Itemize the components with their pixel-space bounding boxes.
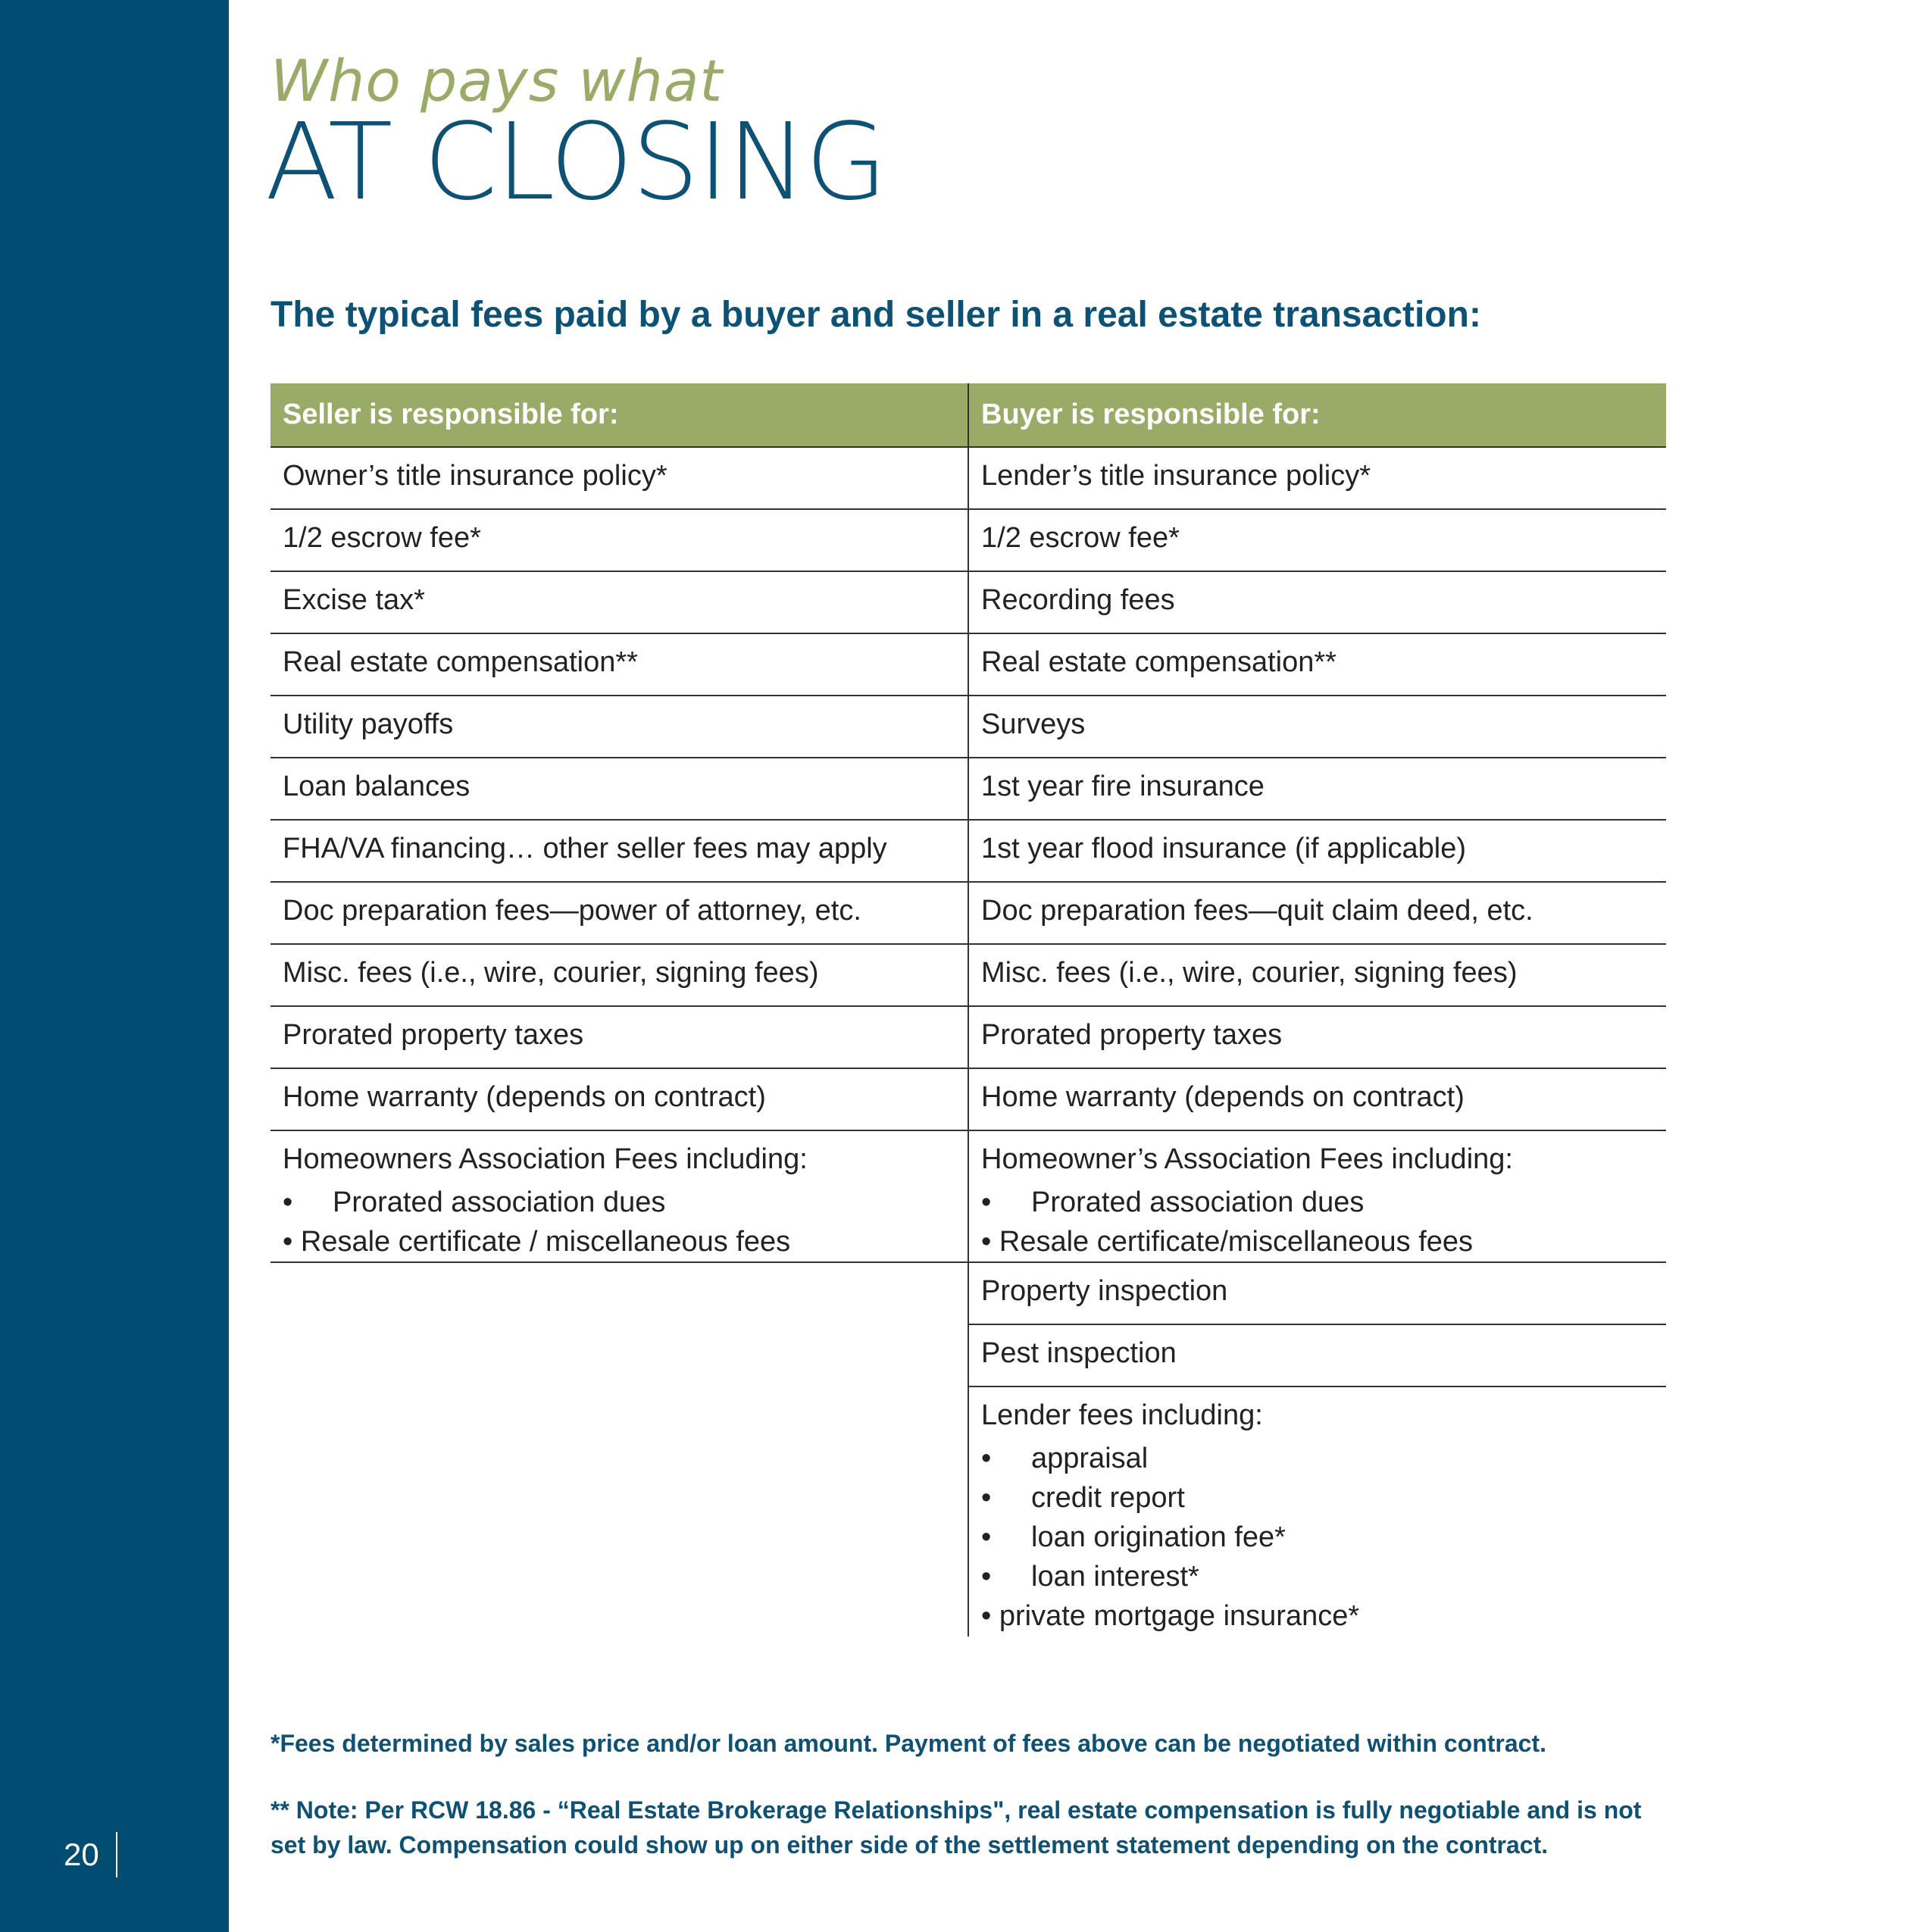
seller-fee: Owner’s title insurance policy* — [270, 447, 968, 509]
seller-fee: Doc preparation fees—power of attorney, etc. — [270, 882, 968, 944]
buyer-fee: Doc preparation fees—quit claim deed, etc. — [968, 882, 1666, 944]
seller-fee: Home warranty (depends on contract) — [270, 1068, 968, 1130]
seller-fee: FHA/VA financing… other seller fees may apply — [270, 820, 968, 882]
list-item: • Resale certificate/miscellaneous fees — [981, 1222, 1654, 1261]
seller-hoa-title: Homeowners Association Fees including: — [283, 1143, 808, 1175]
list-item: • Prorated association dues — [981, 1183, 1654, 1222]
table-row — [270, 571, 1666, 633]
fee-table — [270, 383, 1666, 1637]
buyer-fee: Home warranty (depends on contract) — [968, 1068, 1666, 1130]
seller-empty-cell — [270, 1262, 968, 1324]
buyer-lender-fees — [968, 1386, 1666, 1637]
seller-hoa-list — [283, 1183, 955, 1261]
buyer-fee: Property inspection — [968, 1262, 1666, 1324]
list-item: • Resale certificate / miscellaneous fees — [283, 1222, 955, 1261]
table-row — [270, 447, 1666, 509]
buyer-hoa-title: Homeowner’s Association Fees including: — [981, 1143, 1513, 1175]
buyer-fee: Pest inspection — [968, 1324, 1666, 1386]
table-row — [270, 696, 1666, 758]
table-row — [270, 1068, 1666, 1130]
table-row-lender — [270, 1386, 1666, 1637]
buyer-fee: Misc. fees (i.e., wire, courier, signing fees) — [968, 944, 1666, 1006]
table-row-hoa — [270, 1130, 1666, 1262]
list-item: • appraisal — [981, 1439, 1654, 1478]
buyer-hoa-list — [981, 1183, 1654, 1261]
table-row — [270, 820, 1666, 882]
table-row — [270, 1006, 1666, 1068]
seller-fee: Prorated property taxes — [270, 1006, 968, 1068]
buyer-fee: Real estate compensation** — [968, 633, 1666, 696]
seller-fee: Loan balances — [270, 758, 968, 820]
subheading: The typical fees paid by a buyer and seller in a real estate transaction: — [270, 295, 1481, 335]
buyer-fee: Recording fees — [968, 571, 1666, 633]
sidebar — [0, 0, 229, 1932]
page-title: AT CLOSING — [265, 101, 886, 224]
table-row — [270, 1324, 1666, 1386]
seller-empty-cell — [270, 1386, 968, 1637]
buyer-fee: Lender’s title insurance policy* — [968, 447, 1666, 509]
buyer-fee: Prorated property taxes — [968, 1006, 1666, 1068]
footnote-fees: *Fees determined by sales price and/or loan amount. Payment of fees above can be negotiated within contract. — [270, 1730, 1546, 1757]
list-item: • Prorated association dues — [283, 1183, 955, 1222]
table-row — [270, 944, 1666, 1006]
table-row — [270, 509, 1666, 571]
table-header-row — [270, 383, 1666, 447]
buyer-fee: Surveys — [968, 696, 1666, 758]
seller-column-header: Seller is responsible for: — [270, 383, 968, 447]
seller-empty-cell — [270, 1324, 968, 1386]
footnote-compensation: ** Note: Per RCW 18.86 - “Real Estate Brokerage Relationships", real estate compensation is fully negotiable and is not set by law. Compensation could show up on either side of the settlement statement depending on the contract. — [270, 1796, 1642, 1859]
table-row — [270, 882, 1666, 944]
lender-fees-title: Lender fees including: — [981, 1399, 1263, 1431]
seller-fee: 1/2 escrow fee* — [270, 509, 968, 571]
buyer-fee: 1/2 escrow fee* — [968, 509, 1666, 571]
buyer-hoa-fees — [968, 1130, 1666, 1262]
list-item: • loan interest* — [981, 1557, 1654, 1596]
seller-fee: Utility payoffs — [270, 696, 968, 758]
list-item: • credit report — [981, 1478, 1654, 1518]
list-item: • private mortgage insurance* — [981, 1596, 1654, 1636]
seller-fee: Misc. fees (i.e., wire, courier, signing fees) — [270, 944, 968, 1006]
buyer-fee: 1st year fire insurance — [968, 758, 1666, 820]
seller-fee: Excise tax* — [270, 571, 968, 633]
seller-hoa-fees — [270, 1130, 968, 1262]
buyer-fee: 1st year flood insurance (if applicable) — [968, 820, 1666, 882]
page-number: 20 — [64, 1832, 117, 1877]
lender-fees-list — [981, 1439, 1654, 1636]
seller-fee: Real estate compensation** — [270, 633, 968, 696]
table-row — [270, 633, 1666, 696]
table-row — [270, 1262, 1666, 1324]
heading-script: Who pays what — [270, 47, 724, 114]
list-item: • loan origination fee* — [981, 1518, 1654, 1557]
table-row — [270, 758, 1666, 820]
buyer-column-header: Buyer is responsible for: — [968, 383, 1666, 447]
